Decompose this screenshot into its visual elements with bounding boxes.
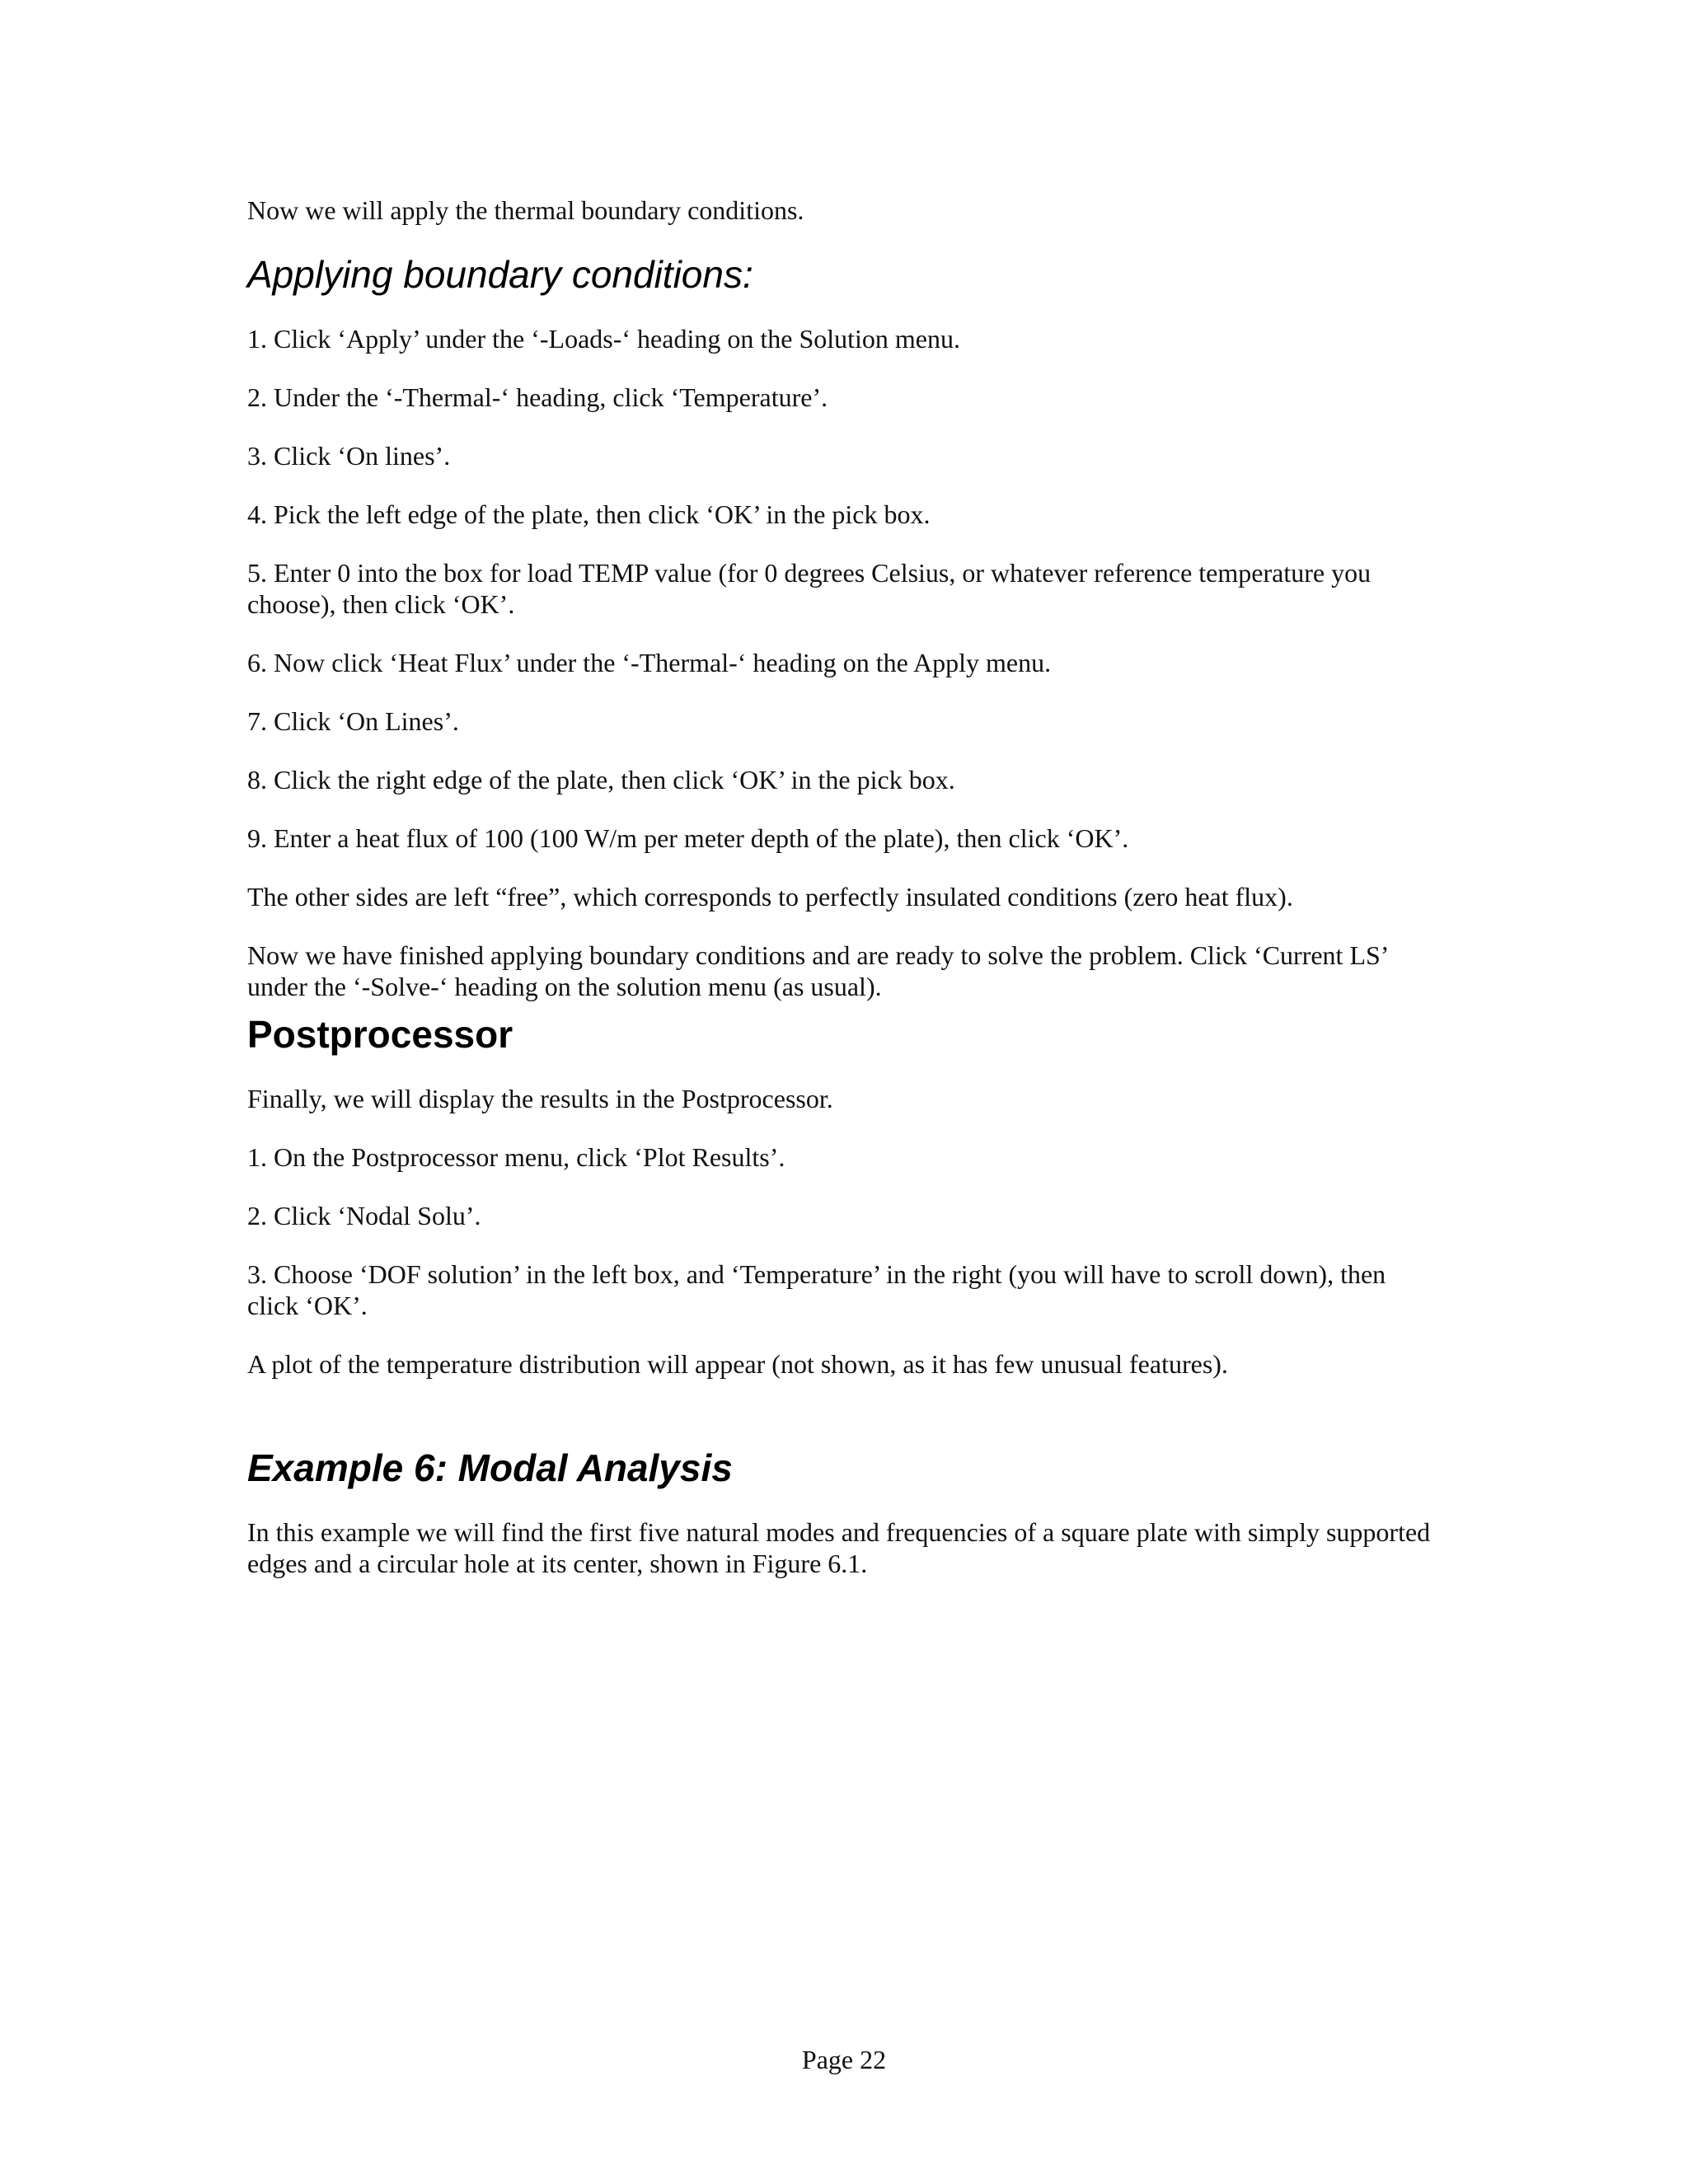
boundary-step-9: 9. Enter a heat flux of 100 (100 W/m per meter depth of the plate), then click ‘OK’. [247, 823, 1129, 853]
intro-paragraph: Now we will apply the thermal boundary conditions. [247, 195, 804, 225]
boundary-conditions-heading: Applying boundary conditions: [247, 253, 753, 296]
boundary-step-6: 6. Now click ‘Heat Flux’ under the ‘-Thermal-‘ heading on the Apply menu. [247, 648, 1052, 677]
example-heading: Example 6: Modal Analysis [247, 1446, 733, 1489]
boundary-step-7: 7. Click ‘On Lines’. [247, 706, 459, 736]
page-number: Page 22 [801, 2045, 887, 2074]
post-step-3: 3. Choose ‘DOF solution’ in the left box, and ‘Temperature’ in the right (you will have to scroll down), then click ‘OK’. [247, 1259, 1386, 1320]
postprocessor-note: A plot of the temperature distribution will appear (not shown, as it has few unusual features). [247, 1349, 1228, 1379]
boundary-step-8: 8. Click the right edge of the plate, then click ‘OK’ in the pick box. [247, 765, 955, 794]
postprocessor-heading: Postprocessor [247, 1013, 513, 1056]
postprocessor-intro: Finally, we will display the results in the Postprocessor. [247, 1084, 833, 1113]
post-step-2: 2. Click ‘Nodal Solu’. [247, 1201, 481, 1230]
boundary-step-5: 5. Enter 0 into the box for load TEMP value (for 0 degrees Celsius, or whatever reference temperature you choose), then click ‘OK’. [247, 558, 1372, 619]
example-paragraph: In this example we will find the first five natural modes and frequencies of a square plate with simply supported edges and a circular hole at its center, shown in Figure 6.1. [247, 1517, 1431, 1578]
boundary-step-3: 3. Click ‘On lines’. [247, 441, 451, 471]
solve-note: Now we have finished applying boundary conditions and are ready to solve the problem. Click ‘Current LS’ under the ‘-Solve-‘ heading on the solution menu (as usual). [247, 940, 1388, 1001]
free-sides-note: The other sides are left “free”, which corresponds to perfectly insulated conditions (zero heat flux). [247, 882, 1293, 912]
boundary-step-4: 4. Pick the left edge of the plate, then click ‘OK’ in the pick box. [247, 499, 931, 529]
post-step-1: 1. On the Postprocessor menu, click ‘Plot Results’. [247, 1142, 785, 1172]
boundary-step-1: 1. Click ‘Apply’ under the ‘-Loads-‘ heading on the Solution menu. [247, 324, 960, 354]
page-content [247, 194, 1434, 1606]
boundary-step-2: 2. Under the ‘-Thermal-‘ heading, click ‘Temperature’. [247, 382, 828, 412]
